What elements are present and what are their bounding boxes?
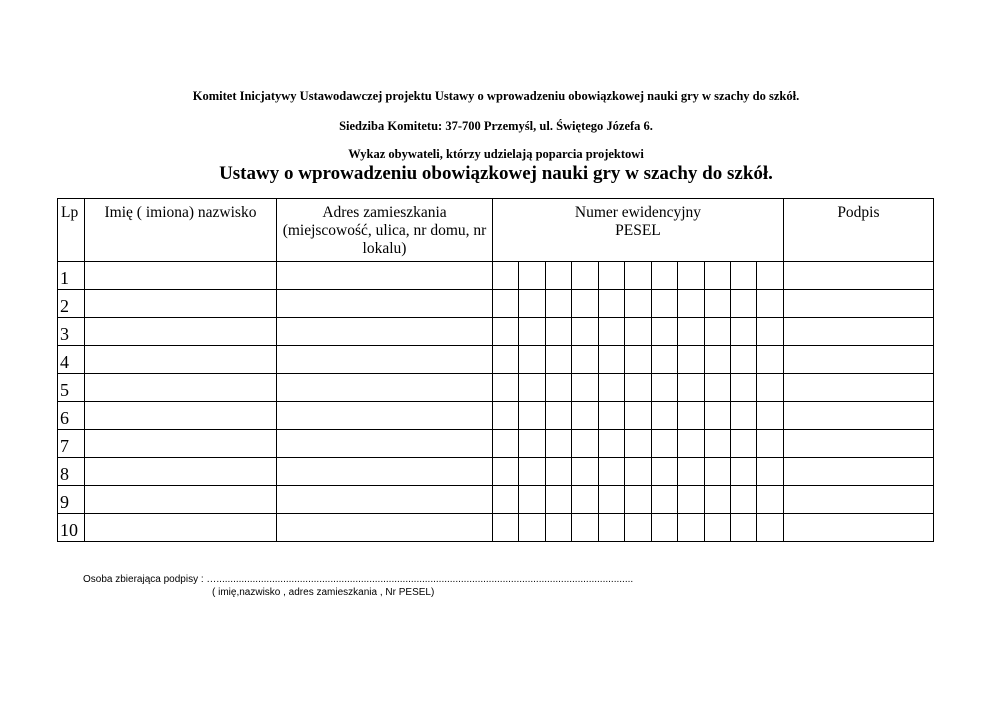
column-header-lp: Lp xyxy=(58,199,85,262)
pesel-digit-cell[interactable] xyxy=(651,346,677,374)
pesel-digit-cell[interactable] xyxy=(625,514,651,542)
pesel-digit-cell[interactable] xyxy=(572,318,598,346)
pesel-digit-cell[interactable] xyxy=(598,374,624,402)
pesel-digit-cell[interactable] xyxy=(757,458,784,486)
signature-cell[interactable] xyxy=(783,486,933,514)
name-cell[interactable] xyxy=(85,346,277,374)
pesel-digit-cell[interactable] xyxy=(545,514,571,542)
name-cell[interactable] xyxy=(85,514,277,542)
address-cell[interactable] xyxy=(277,486,493,514)
signature-cell[interactable] xyxy=(783,458,933,486)
pesel-digit-cell[interactable] xyxy=(493,290,519,318)
pesel-digit-cell[interactable] xyxy=(704,458,730,486)
pesel-digit-cell[interactable] xyxy=(625,402,651,430)
pesel-digit-cell[interactable] xyxy=(493,262,519,290)
pesel-digit-cell[interactable] xyxy=(625,486,651,514)
pesel-digit-cell[interactable] xyxy=(572,514,598,542)
column-header-pesel: Numer ewidencyjny PESEL xyxy=(493,199,784,262)
pesel-digit-cell[interactable] xyxy=(678,430,704,458)
pesel-digit-cell[interactable] xyxy=(545,458,571,486)
name-cell[interactable] xyxy=(85,430,277,458)
pesel-digit-cell[interactable] xyxy=(651,458,677,486)
table-row xyxy=(58,402,934,430)
pesel-digit-cell[interactable] xyxy=(678,486,704,514)
pesel-digit-cell[interactable] xyxy=(572,486,598,514)
pesel-digit-cell[interactable] xyxy=(572,262,598,290)
pesel-digit-cell[interactable] xyxy=(493,486,519,514)
pesel-digit-cell[interactable] xyxy=(545,262,571,290)
pesel-digit-cell[interactable] xyxy=(493,458,519,486)
pesel-digit-cell[interactable] xyxy=(704,514,730,542)
pesel-digit-cell[interactable] xyxy=(678,346,704,374)
pesel-digit-cell[interactable] xyxy=(678,514,704,542)
pesel-digit-cell[interactable] xyxy=(519,374,545,402)
pesel-digit-cell[interactable] xyxy=(730,374,756,402)
row-number: 1 xyxy=(58,262,85,290)
pesel-digit-cell[interactable] xyxy=(704,262,730,290)
pesel-digit-cell[interactable] xyxy=(704,374,730,402)
signature-cell[interactable] xyxy=(783,262,933,290)
name-cell[interactable] xyxy=(85,290,277,318)
pesel-digit-cell[interactable] xyxy=(625,262,651,290)
pesel-digit-cell[interactable] xyxy=(757,514,784,542)
pesel-digit-cell[interactable] xyxy=(545,290,571,318)
pesel-digit-cell[interactable] xyxy=(519,346,545,374)
address-cell[interactable] xyxy=(277,290,493,318)
name-cell[interactable] xyxy=(85,458,277,486)
pesel-digit-cell[interactable] xyxy=(493,318,519,346)
pesel-digit-cell[interactable] xyxy=(651,318,677,346)
pesel-digit-cell[interactable] xyxy=(519,402,545,430)
signature-cell[interactable] xyxy=(783,374,933,402)
pesel-digit-cell[interactable] xyxy=(572,374,598,402)
pesel-digit-cell[interactable] xyxy=(678,374,704,402)
pesel-digit-cell[interactable] xyxy=(598,430,624,458)
pesel-digit-cell[interactable] xyxy=(519,262,545,290)
address-cell[interactable] xyxy=(277,374,493,402)
pesel-digit-cell[interactable] xyxy=(493,514,519,542)
pesel-digit-cell[interactable] xyxy=(757,318,784,346)
pesel-digit-cell[interactable] xyxy=(757,346,784,374)
pesel-digit-cell[interactable] xyxy=(519,318,545,346)
address-cell[interactable] xyxy=(277,318,493,346)
row-number: 7 xyxy=(58,430,85,458)
committee-seat: Siedziba Komitetu: 37-700 Przemyśl, ul. Świętego Józefa 6. xyxy=(339,119,653,133)
address-cell[interactable] xyxy=(277,402,493,430)
pesel-digit-cell[interactable] xyxy=(730,514,756,542)
row-number: 6 xyxy=(58,402,85,430)
pesel-digit-cell[interactable] xyxy=(625,290,651,318)
pesel-digit-cell[interactable] xyxy=(519,430,545,458)
pesel-digit-cell[interactable] xyxy=(545,430,571,458)
pesel-digit-cell[interactable] xyxy=(651,514,677,542)
pesel-digit-cell[interactable] xyxy=(493,346,519,374)
row-number: 2 xyxy=(58,290,85,318)
row-number: 3 xyxy=(58,318,85,346)
pesel-digit-cell[interactable] xyxy=(730,458,756,486)
pesel-digit-cell[interactable] xyxy=(572,458,598,486)
pesel-digit-cell[interactable] xyxy=(545,486,571,514)
pesel-digit-cell[interactable] xyxy=(651,486,677,514)
pesel-digit-cell[interactable] xyxy=(598,346,624,374)
address-cell[interactable] xyxy=(277,514,493,542)
table-row xyxy=(58,262,934,290)
pesel-digit-cell[interactable] xyxy=(678,458,704,486)
name-cell[interactable] xyxy=(85,486,277,514)
signature-cell[interactable] xyxy=(783,514,933,542)
pesel-digit-cell[interactable] xyxy=(493,430,519,458)
pesel-digit-cell[interactable] xyxy=(651,374,677,402)
pesel-digit-cell[interactable] xyxy=(704,402,730,430)
row-number: 9 xyxy=(58,486,85,514)
pesel-digit-cell[interactable] xyxy=(519,290,545,318)
pesel-digit-cell[interactable] xyxy=(651,430,677,458)
pesel-digit-cell[interactable] xyxy=(757,262,784,290)
pesel-digit-cell[interactable] xyxy=(730,262,756,290)
pesel-digit-cell[interactable] xyxy=(598,402,624,430)
pesel-digit-cell[interactable] xyxy=(545,374,571,402)
pesel-digit-cell[interactable] xyxy=(598,486,624,514)
pesel-digit-cell[interactable] xyxy=(704,486,730,514)
address-cell[interactable] xyxy=(277,346,493,374)
pesel-digit-cell[interactable] xyxy=(757,374,784,402)
pesel-digit-cell[interactable] xyxy=(704,318,730,346)
pesel-digit-cell[interactable] xyxy=(757,430,784,458)
collector-hint: ( imię,nazwisko , adres zamieszkania , Nr PESEL) xyxy=(212,587,435,598)
column-header-address: Adres zamieszkania (miejscowość, ulica, nr domu, nr lokalu) xyxy=(277,199,493,262)
address-cell[interactable] xyxy=(277,430,493,458)
pesel-digit-cell[interactable] xyxy=(730,290,756,318)
row-number: 5 xyxy=(58,374,85,402)
pesel-digit-cell[interactable] xyxy=(730,486,756,514)
row-number: 4 xyxy=(58,346,85,374)
table-row xyxy=(58,374,934,402)
pesel-digit-cell[interactable] xyxy=(598,458,624,486)
pesel-digit-cell[interactable] xyxy=(572,430,598,458)
signature-cell[interactable] xyxy=(783,346,933,374)
pesel-digit-cell[interactable] xyxy=(598,290,624,318)
pesel-digit-cell[interactable] xyxy=(704,430,730,458)
pesel-digit-cell[interactable] xyxy=(493,374,519,402)
pesel-digit-cell[interactable] xyxy=(704,346,730,374)
name-cell[interactable] xyxy=(85,374,277,402)
pesel-digit-cell[interactable] xyxy=(519,514,545,542)
pesel-digit-cell[interactable] xyxy=(625,458,651,486)
pesel-digit-cell[interactable] xyxy=(625,430,651,458)
pesel-digit-cell[interactable] xyxy=(545,318,571,346)
bill-title: Ustawy o wprowadzeniu obowiązkowej nauki gry w szachy do szkół. xyxy=(219,163,773,184)
pesel-digit-cell[interactable] xyxy=(651,262,677,290)
pesel-digit-cell[interactable] xyxy=(730,318,756,346)
name-cell[interactable] xyxy=(85,262,277,290)
pesel-digit-cell[interactable] xyxy=(598,262,624,290)
pesel-digit-cell[interactable] xyxy=(730,430,756,458)
name-cell[interactable] xyxy=(85,318,277,346)
address-cell[interactable] xyxy=(277,458,493,486)
signature-cell[interactable] xyxy=(783,430,933,458)
pesel-digit-cell[interactable] xyxy=(678,318,704,346)
pesel-digit-cell[interactable] xyxy=(625,346,651,374)
table-row xyxy=(58,318,934,346)
pesel-digit-cell[interactable] xyxy=(757,486,784,514)
name-cell[interactable] xyxy=(85,402,277,430)
pesel-digit-cell[interactable] xyxy=(730,346,756,374)
pesel-digit-cell[interactable] xyxy=(545,346,571,374)
pesel-digit-cell[interactable] xyxy=(625,318,651,346)
pesel-digit-cell[interactable] xyxy=(493,402,519,430)
column-header-name: Imię ( imiona) nazwisko xyxy=(85,199,277,262)
pesel-digit-cell[interactable] xyxy=(572,290,598,318)
pesel-digit-cell[interactable] xyxy=(598,514,624,542)
pesel-digit-cell[interactable] xyxy=(598,318,624,346)
pesel-digit-cell[interactable] xyxy=(625,374,651,402)
pesel-digit-cell[interactable] xyxy=(519,458,545,486)
pesel-digit-cell[interactable] xyxy=(651,290,677,318)
pesel-digit-cell[interactable] xyxy=(704,290,730,318)
table-row xyxy=(58,458,934,486)
pesel-digit-cell[interactable] xyxy=(757,402,784,430)
list-heading: Wykaz obywateli, którzy udzielają poparcia projektowi xyxy=(348,147,644,161)
table-row xyxy=(58,430,934,458)
pesel-digit-cell[interactable] xyxy=(730,402,756,430)
pesel-digit-cell[interactable] xyxy=(757,290,784,318)
table-row xyxy=(58,290,934,318)
pesel-digit-cell[interactable] xyxy=(545,402,571,430)
signature-cell[interactable] xyxy=(783,402,933,430)
committee-name: Komitet Inicjatywy Ustawodawczej projektu Ustawy o wprowadzeniu obowiązkowej nauki gry w szachy do szkół. xyxy=(192,89,800,103)
row-number: 10 xyxy=(58,514,85,542)
address-cell[interactable] xyxy=(277,262,493,290)
column-header-signature: Podpis xyxy=(783,199,933,262)
pesel-digit-cell[interactable] xyxy=(678,402,704,430)
pesel-digit-cell[interactable] xyxy=(572,402,598,430)
row-number: 8 xyxy=(58,458,85,486)
table-row xyxy=(58,514,934,542)
table-row xyxy=(58,486,934,514)
signature-cell[interactable] xyxy=(783,318,933,346)
pesel-digit-cell[interactable] xyxy=(678,262,704,290)
pesel-digit-cell[interactable] xyxy=(678,290,704,318)
collector-line: Osoba zbierająca podpisy : …...................................................................................................................................................... xyxy=(83,574,634,585)
table-row xyxy=(58,346,934,374)
pesel-digit-cell[interactable] xyxy=(572,346,598,374)
table-header-row xyxy=(58,199,934,262)
pesel-digit-cell[interactable] xyxy=(519,486,545,514)
pesel-digit-cell[interactable] xyxy=(651,402,677,430)
signature-cell[interactable] xyxy=(783,290,933,318)
signature-table xyxy=(57,198,934,542)
